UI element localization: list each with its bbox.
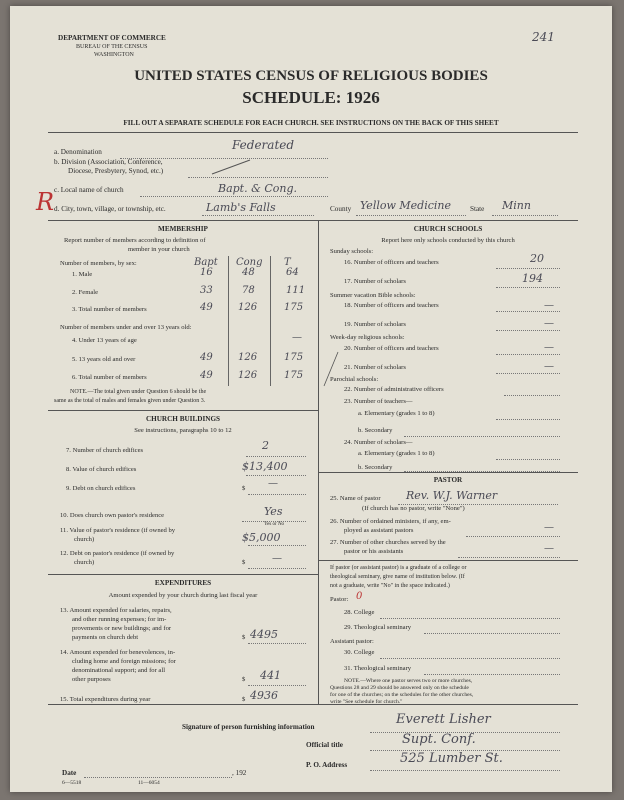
- total6-cong: 126: [238, 370, 258, 381]
- col-divider-2: [270, 256, 271, 386]
- buildings-title: CHURCH BUILDINGS: [145, 415, 221, 423]
- q12-dollar: $: [242, 559, 246, 566]
- col-head-bapt: Bapt: [194, 257, 218, 268]
- membership-intro-2: member in your church: [128, 246, 190, 253]
- q15-value: 4936: [250, 689, 278, 702]
- pastor-note: NOTE.—Where one pastor serves two or more churches,: [344, 678, 473, 684]
- q14-label: 14. Amount expended for benevolences, in-: [60, 649, 176, 656]
- schools-bottom-rule: [318, 472, 578, 473]
- total-label: 3. Total number of members: [72, 306, 147, 313]
- q8-value: $13,400: [242, 460, 288, 473]
- pastor-instruction-3: not a graduate, write "No" in the space indicated.): [330, 583, 450, 589]
- po-address-line: [370, 770, 560, 771]
- q26-line: [466, 536, 560, 537]
- female-cong: 78: [242, 285, 255, 296]
- q24b-line: [404, 471, 560, 472]
- q12-label: 12. Debt on pastor's residence (if owned by: [60, 550, 175, 557]
- q11-label-2: church): [74, 536, 95, 543]
- city-town-line: [202, 215, 314, 216]
- pastor-note-2: Questions 28 and 29 should be answered only on the schedule: [330, 685, 469, 691]
- po-address-label: P. O. Address: [306, 761, 348, 769]
- q7-value: 2: [262, 439, 269, 452]
- q27-label-2: pastor or his assistants: [344, 548, 404, 555]
- q11-label: 11. Value of pastor's residence (if owned by: [60, 527, 176, 534]
- county-line: [356, 215, 466, 216]
- q29-line: [424, 633, 560, 634]
- q26-label-2: ployed as assistant pastors: [344, 527, 414, 534]
- grid-bottom-rule: [48, 704, 578, 705]
- q25-note: (If church has no pastor, write "None"): [362, 505, 465, 512]
- q28-line: [380, 618, 560, 619]
- q13-label-4: payments on church debt: [72, 634, 139, 641]
- q13-dollar: $: [242, 634, 246, 641]
- expenditures-title: EXPENDITURES: [154, 579, 212, 587]
- q18-line: [496, 311, 560, 312]
- sunday-label: Sunday schools:: [330, 248, 374, 255]
- pastor-bottom-rule: [318, 560, 578, 561]
- q7-label: 7. Number of church edifices: [66, 447, 144, 454]
- state-label: State: [470, 205, 485, 213]
- q19-value: —: [544, 318, 554, 329]
- female-label: 2. Female: [72, 289, 99, 296]
- membership-note: NOTE.—The total given under Question 6 should be the: [70, 389, 207, 395]
- male-total: 64: [286, 267, 299, 278]
- official-title-label: Official title: [306, 741, 343, 749]
- q18-value: —: [544, 300, 554, 311]
- q27-line: [458, 557, 560, 558]
- q26-value: —: [544, 522, 554, 533]
- signature-value: Everett Lisher: [396, 712, 491, 727]
- q23-label: 23. Number of teachers—: [344, 398, 413, 405]
- q15-label: 15. Total expenditures during year: [60, 696, 151, 703]
- pastor-title: PASTOR: [433, 476, 463, 484]
- q12-label-2: church): [74, 559, 95, 566]
- signature-label: Signature of person furnishing information: [182, 723, 315, 731]
- over13-label: 5. 13 years old and over: [72, 356, 136, 363]
- col-head-total: T: [284, 257, 291, 268]
- q13-value: 4495: [250, 628, 278, 641]
- date-label: Date: [62, 769, 77, 777]
- q11-line: [248, 545, 306, 546]
- city-town-value: Lamb's Falls: [206, 201, 276, 214]
- q13-line: [248, 643, 306, 644]
- denomination-label: a. Denomination: [54, 148, 102, 156]
- local-name-label: c. Local name of church: [54, 186, 124, 194]
- denomination-value: Federated: [232, 138, 295, 152]
- expenditures-sub: Amount expended by your church during last fiscal year: [108, 592, 258, 599]
- local-name-value: Bapt. & Cong.: [218, 182, 298, 195]
- q13-label-2: and other running expenses; for im-: [72, 616, 167, 623]
- q9-dollar: $: [242, 485, 246, 492]
- grid-top-rule: [48, 220, 578, 221]
- pastor-label: Pastor:: [330, 596, 349, 603]
- membership-intro: Report number of members according to definition of: [64, 237, 206, 244]
- q21-line: [496, 373, 560, 374]
- po-address-value: 525 Lumber St.: [400, 751, 503, 766]
- form-title: UNITED STATES CENSUS OF RELIGIOUS BODIES: [134, 68, 488, 84]
- pastor-note-3: for one of the churches; on the schedules for the other churches,: [330, 692, 474, 698]
- q23a-line: [496, 419, 560, 420]
- dept-label: DEPARTMENT OF COMMERCE: [58, 34, 166, 42]
- female-total: 111: [286, 285, 306, 296]
- q23b-label: b. Secondary: [358, 427, 393, 434]
- over13-total: 175: [284, 352, 304, 363]
- pastor-note-4: write "See schedule for church.": [330, 699, 403, 705]
- q8-line: [246, 475, 306, 476]
- under13-total: —: [292, 332, 302, 343]
- parochial-label: Parochial schools:: [330, 376, 379, 383]
- instruction-line: FILL OUT A SEPARATE SCHEDULE FOR EACH CHURCH. SEE INSTRUCTIONS ON THE BACK OF THIS SHEET: [123, 119, 499, 127]
- margin-r-mark: R: [36, 188, 55, 216]
- membership-bottom-rule: [48, 410, 318, 411]
- female-bapt: 33: [200, 285, 213, 296]
- assistant-label: Assistant pastor:: [330, 638, 374, 645]
- q25-value: Rev. W.J. Warner: [406, 489, 498, 502]
- city-town-label: d. City, town, village, or township, etc.: [54, 205, 166, 213]
- q14-dollar: $: [242, 676, 246, 683]
- q11-value: $5,000: [242, 531, 281, 544]
- q14-value: 441: [260, 669, 281, 682]
- buildings-sub: See instructions, paragraphs 10 to 12: [134, 427, 232, 434]
- date-year: , 192: [232, 769, 247, 777]
- state-value: Minn: [502, 199, 531, 212]
- q15-dollar: $: [242, 696, 246, 703]
- q9-value: —: [268, 478, 278, 489]
- q31-line: [424, 674, 560, 675]
- q19-line: [496, 330, 560, 331]
- col-head-cong: Cong: [236, 257, 263, 268]
- bureau-label: BUREAU OF THE CENSUS: [76, 44, 148, 50]
- total-bapt: 49: [200, 302, 213, 313]
- q21-label: 21. Number of scholars: [344, 364, 406, 371]
- q13-label: 13. Amount expended for salaries, repairs,: [60, 607, 172, 614]
- q10-label: 10. Does church own pastor's residence: [60, 512, 165, 519]
- q22-label: 22. Number of administrative officers: [344, 386, 444, 393]
- over13-cong: 126: [238, 352, 258, 363]
- total6-bapt: 49: [200, 370, 213, 381]
- sex-label: Number of members, by sex:: [60, 260, 137, 267]
- buildings-bottom-rule: [48, 574, 318, 575]
- q24-label: 24. Number of scholars—: [344, 439, 413, 446]
- division-label: b. Division (Association, Conference,: [54, 158, 163, 166]
- q28-label: 28. College: [344, 609, 375, 616]
- q14-line: [248, 685, 306, 686]
- q16-line: [496, 268, 560, 269]
- division-line: [188, 177, 328, 178]
- membership-title: MEMBERSHIP: [158, 225, 208, 233]
- q17-value: 194: [522, 272, 543, 285]
- q12-value: —: [272, 553, 282, 564]
- q9-line: [248, 494, 306, 495]
- col-divider-1: [228, 256, 229, 386]
- male-cong: 48: [242, 267, 255, 278]
- q31-label: 31. Theological seminary: [344, 665, 412, 672]
- q19-label: 19. Number of scholars: [344, 321, 406, 328]
- schedule-number: 241: [532, 30, 555, 44]
- q14-label-2: cluding home and foreign missions; for: [72, 658, 176, 665]
- date-line: [84, 777, 232, 778]
- print-code: 11—6054: [138, 780, 160, 786]
- total6-label: 6. Total number of members: [72, 374, 147, 381]
- q21-value: —: [544, 361, 554, 372]
- header-rule: [48, 132, 578, 133]
- state-line: [492, 215, 558, 216]
- q17-label: 17. Number of scholars: [344, 278, 406, 285]
- q23b-line: [404, 436, 560, 437]
- pastor-instruction: If pastor (or assistant pastor) is a graduate of a college or: [330, 565, 467, 571]
- q8-label: 8. Value of church edifices: [66, 466, 137, 473]
- q12-line: [248, 568, 306, 569]
- schedule-title: SCHEDULE: 1926: [242, 88, 380, 107]
- checkmark-icon: [210, 156, 258, 178]
- column-divider: [318, 220, 319, 704]
- q14-label-3: denominational support; and for all: [72, 667, 166, 674]
- weekday-label: Week-day religious schools:: [330, 334, 405, 341]
- q24a-label: a. Elementary (grades 1 to 8): [358, 450, 435, 457]
- summer-label: Summer vacation Bible schools:: [330, 292, 416, 299]
- pastor-mark: 0: [356, 591, 363, 602]
- q9-label: 9. Debt on church edifices: [66, 485, 136, 492]
- q17-line: [496, 287, 560, 288]
- q14-label-4: other purposes: [72, 676, 111, 683]
- q24b-label: b. Secondary: [358, 464, 393, 471]
- q18-label: 18. Number of officers and teachers: [344, 302, 439, 309]
- q23a-label: a. Elementary (grades 1 to 8): [358, 410, 435, 417]
- under13-label: 4. Under 13 years of age: [72, 337, 137, 344]
- city-label: WASHINGTON: [94, 52, 134, 58]
- q30-line: [380, 658, 560, 659]
- yes-no-hint: Yes or No: [264, 522, 285, 527]
- q26-label: 26. Number of ordained ministers, if any, em-: [330, 518, 451, 525]
- q16-label: 16. Number of officers and teachers: [344, 259, 439, 266]
- pencil-mark-icon: [320, 350, 344, 390]
- pastor-instruction-2: theological seminary, give name of institution below. (If: [330, 574, 465, 580]
- q27-value: —: [544, 543, 554, 554]
- q29-label: 29. Theological seminary: [344, 624, 412, 631]
- q24a-line: [496, 459, 560, 460]
- male-bapt: 16: [200, 267, 213, 278]
- total6-total: 175: [284, 370, 304, 381]
- local-name-line: [140, 196, 328, 197]
- membership-note-2: same as the total of males and females given under Question 3.: [54, 398, 206, 404]
- q20-line: [496, 354, 560, 355]
- schools-sub: Report here only schools conducted by this church: [381, 237, 515, 244]
- q27-label: 27. Number of other churches served by the: [330, 539, 446, 546]
- age-label: Number of members under and over 13 years old:: [60, 324, 192, 331]
- q16-value: 20: [530, 252, 544, 265]
- male-label: 1. Male: [72, 271, 93, 278]
- q10-value: Yes: [264, 505, 283, 518]
- q30-label: 30. College: [344, 649, 375, 656]
- q20-label: 20. Number of officers and teachers: [344, 345, 439, 352]
- total-total: 175: [284, 302, 304, 313]
- census-schedule-sheet: [10, 6, 612, 792]
- q22-line: [504, 395, 560, 396]
- total-cong: 126: [238, 302, 258, 313]
- q25-label: 25. Name of pastor: [330, 495, 381, 502]
- county-label: County: [330, 205, 352, 213]
- official-title-value: Supt. Conf.: [402, 732, 476, 747]
- q7-line: [246, 456, 306, 457]
- division-label-2: Diocese, Presbytery, Synod, etc.): [68, 167, 164, 175]
- over13-bapt: 49: [200, 352, 213, 363]
- q20-value: —: [544, 342, 554, 353]
- schools-title: CHURCH SCHOOLS: [413, 225, 483, 233]
- q13-label-3: provements or new buildings; and for: [72, 625, 172, 632]
- county-value: Yellow Medicine: [360, 199, 451, 212]
- form-code: 6—5518: [62, 780, 82, 786]
